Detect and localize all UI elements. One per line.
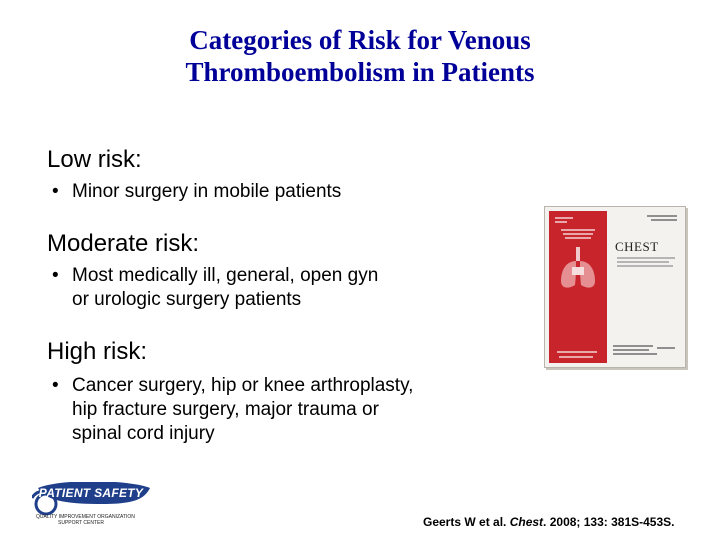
- cover-title: CHEST: [615, 239, 659, 254]
- slide-title: [0, 24, 720, 88]
- high-risk-bullet-line-3: spinal cord injury: [72, 423, 215, 444]
- logo-subtitle-line-1: QUALITY IMPROVEMENT ORGANIZATION: [36, 514, 135, 520]
- bullet-dot: •: [52, 375, 59, 396]
- chest-journal-cover-image: [544, 206, 686, 368]
- high-risk-bullet-line-2: hip fracture surgery, major trauma or: [72, 399, 379, 420]
- moderate-risk-heading: Moderate risk:: [47, 230, 200, 257]
- moderate-risk-bullet-line-2: or urologic surgery patients: [72, 289, 302, 310]
- low-risk-bullet-line-1: Minor surgery in mobile patients: [72, 181, 342, 202]
- moderate-risk-bullet: [52, 264, 378, 312]
- high-risk-bullet-line-1: Cancer surgery, hip or knee arthroplasty,: [72, 375, 414, 396]
- lungs-icon: [557, 247, 599, 291]
- citation-journal: Chest: [509, 515, 544, 529]
- moderate-risk-bullet-line-1: Most medically ill, general, open gyn: [72, 265, 379, 286]
- cover-red-panel: [549, 211, 607, 363]
- high-risk-bullet: [52, 374, 413, 446]
- bullet-dot: •: [52, 265, 59, 286]
- cover-right-panel: [611, 211, 681, 363]
- slide-title-line-1: Categories of Risk for Venous: [189, 25, 531, 55]
- slide-title-line-2: Thromboembolism in Patients: [185, 57, 535, 87]
- low-risk-heading: Low risk:: [47, 146, 142, 173]
- logo-name: PATIENT SAFETY: [38, 486, 144, 500]
- bullet-dot: •: [52, 181, 59, 202]
- citation-details: . 2008; 133: 381S-453S.: [543, 515, 675, 529]
- citation: [423, 515, 674, 529]
- logo-subtitle-line-2: SUPPORT CENTER: [58, 520, 104, 526]
- high-risk-heading: High risk:: [47, 338, 148, 365]
- citation-authors: Geerts W et al.: [423, 515, 510, 529]
- low-risk-bullet: [52, 180, 341, 204]
